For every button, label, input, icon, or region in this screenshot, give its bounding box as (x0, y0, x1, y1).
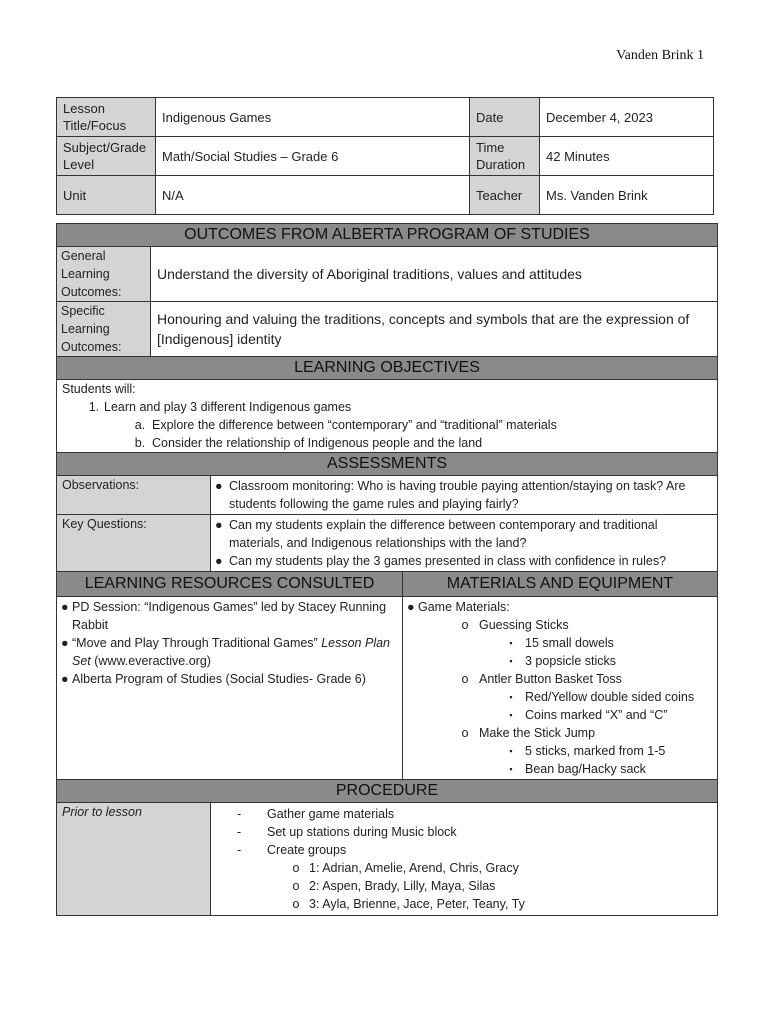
time-label: Time Duration (470, 137, 540, 176)
general-outcomes-label: General Learning Outcomes: (57, 247, 151, 302)
procedure-step: - Gather game materials (237, 807, 395, 821)
unit-label: Unit (57, 176, 156, 215)
procedure-heading: PROCEDURE (57, 780, 718, 803)
material-game: o Guessing Sticks (461, 618, 569, 632)
lesson-plan-table (56, 223, 718, 916)
material-item: ▪ 5 sticks, marked from 1-5 (509, 744, 666, 758)
objective-subitem: b. Consider the relationship of Indigenous people and the land (134, 436, 483, 450)
materials-list: ● Game Materials: o Guessing Sticks ▪ 15 small dowels ▪ 3 popsicle sticks o Antler Button Basket Toss ▪ Red/Yellow double sided coins ▪ Coins marked “X” and “C” o Make the Stick Jump ▪ 5 sticks, marked from 1-5 ▪ Bean bag/Hacky sack (403, 597, 718, 780)
procedure-step: - Set up stations during Music block (237, 825, 457, 839)
specific-outcomes-label: Specific Learning Outcomes: (57, 302, 151, 357)
lesson-info-table (56, 97, 714, 215)
group-item: o 2: Aspen, Brady, Lilly, Maya, Silas (292, 879, 496, 893)
resources-heading: LEARNING RESOURCES CONSULTED (57, 572, 403, 597)
objective-subitem: a. Explore the difference between “contemporary” and “traditional” materials (134, 418, 557, 432)
prior-to-lesson-label: Prior to lesson (57, 803, 211, 916)
general-outcomes-value: Understand the diversity of Aboriginal traditions, values and attitudes (151, 247, 718, 302)
outcomes-heading: OUTCOMES FROM ALBERTA PROGRAM OF STUDIES (57, 224, 718, 247)
resources-list: ● PD Session: “Indigenous Games” led by Stacey Running Rabbit ● “Move and Play Through Traditional Games” Lesson Plan Set (www.everactive.org) ● Alberta Program of Studies (Social Studies- Grade 6) (57, 597, 403, 780)
lesson-title-value: Indigenous Games (156, 98, 470, 137)
time-value: 42 Minutes (540, 137, 714, 176)
objectives-content (57, 380, 718, 453)
group-item: o 1: Adrian, Amelie, Arend, Chris, Gracy (292, 861, 519, 875)
materials-heading: MATERIALS AND EQUIPMENT (403, 572, 718, 597)
resource-item: Alberta Program of Studies (Social Studies- Grade 6) (72, 672, 366, 686)
material-item: ▪ Red/Yellow double sided coins (509, 690, 695, 704)
assessments-heading: ASSESSMENTS (57, 453, 718, 476)
material-game: o Make the Stick Jump (461, 726, 596, 740)
teacher-value: Ms. Vanden Brink (540, 176, 714, 215)
key-questions-value: ● Can my students explain the difference between contemporary and traditional materials, and Indigenous relationships with the land? ● Can my students play the 3 games presented in class with confidence in rules? (211, 515, 718, 572)
teacher-label: Teacher (470, 176, 540, 215)
material-item: ▪ Coins marked “X” and “C” (509, 708, 668, 722)
group-item: o 3: Ayla, Brienne, Jace, Peter, Teany, Ty (292, 897, 525, 911)
key-questions-label: Key Questions: (57, 515, 211, 572)
date-value: December 4, 2023 (540, 98, 714, 137)
prior-to-lesson-steps (211, 803, 718, 916)
resource-item: PD Session: “Indigenous Games” led by Stacey Running Rabbit (72, 600, 387, 632)
observations-value: ● Classroom monitoring: Who is having trouble paying attention/staying on task? Are students following the game rules and playing fairly? (211, 476, 718, 515)
observations-label: Observations: (57, 476, 211, 515)
material-game: o Antler Button Basket Toss (461, 672, 622, 686)
objective-item: 1. Learn and play 3 different Indigenous games (88, 400, 352, 414)
subject-value: Math/Social Studies – Grade 6 (156, 137, 470, 176)
page-header-name: Vanden Brink 1 (616, 48, 704, 63)
unit-value: N/A (156, 176, 470, 215)
objectives-heading: LEARNING OBJECTIVES (57, 357, 718, 380)
lesson-title-label: Lesson Title/Focus (57, 98, 156, 137)
date-label: Date (470, 98, 540, 137)
procedure-step: - Create groups (237, 843, 347, 857)
resource-item: “Move and Play Through Traditional Games” Lesson Plan Set (www.everactive.org) (72, 636, 391, 668)
specific-outcomes-value: Honouring and valuing the traditions, concepts and symbols that are the expression of [Indigenous] identity (151, 302, 718, 357)
subject-label: Subject/Grade Level (57, 137, 156, 176)
material-item: ▪ 15 small dowels (509, 636, 614, 650)
material-item: ▪ Bean bag/Hacky sack (509, 762, 646, 776)
material-item: ▪ 3 popsicle sticks (509, 654, 617, 668)
objectives-intro: Students will: (62, 382, 136, 396)
